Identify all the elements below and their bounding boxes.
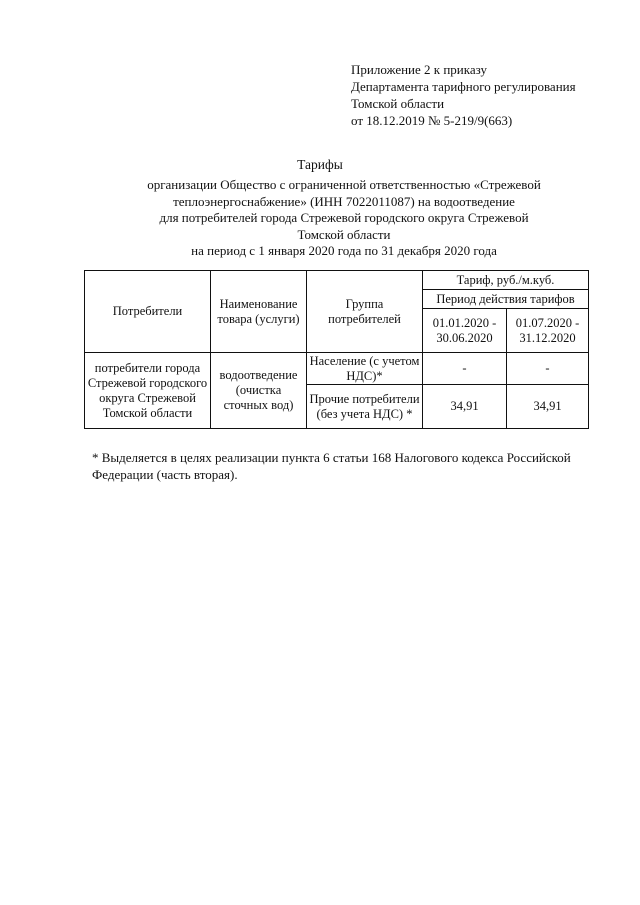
cell-group: Население (с учетом НДС)* [307,353,423,385]
cell-tariff-value: - [423,353,507,385]
cell-product: водоотведение (очистка сточных вод) [211,353,307,429]
cell-consumers: потребители города Стрежевой городского округа Стрежевой Томской области [85,353,211,429]
subtitle-line: для потребителей города Стрежевой городского округа Стрежевой [159,210,529,225]
header-group: Группа потребителей [307,271,423,353]
appendix-line: Приложение 2 к приказу [351,62,488,77]
subtitle-line: организации Общество с ограниченной ответственностью «Стрежевой [147,177,541,192]
subtitle-line: теплоэнергоснабжение» (ИНН 7022011087) на водоотведение [173,193,515,209]
header-tariff: Тариф, руб./м.куб. [423,271,589,290]
appendix-line: от 18.12.2019 № 5-219/9(663) [351,113,513,128]
table-row [85,353,589,385]
table-header-row [85,271,589,290]
header-period: Период действия тарифов [423,290,589,309]
document-subtitle [120,177,568,260]
cell-group: Прочие потребители (без учета НДС) * [307,385,423,429]
appendix-block [351,61,576,129]
cell-tariff-value: 34,91 [507,385,589,429]
cell-tariff-value: - [507,353,589,385]
subtitle-line: на период с 1 января 2020 года по 31 декабря 2020 года [191,243,497,258]
appendix-line: Томской области [351,96,445,111]
tariff-table [84,270,589,429]
header-product: Наименование товара (услуги) [211,271,307,353]
appendix-line: Департамента тарифного регулирования [351,79,576,94]
header-period-2: 01.07.2020 - 31.12.2020 [507,309,589,353]
subtitle-line: Томской области [297,226,391,242]
footnote [92,449,592,483]
document-title: Тарифы [297,157,343,172]
footnote-line: Федерации (часть вторая). [92,467,238,482]
header-consumers: Потребители [85,271,211,353]
header-period-1: 01.01.2020 - 30.06.2020 [423,309,507,353]
cell-tariff-value: 34,91 [423,385,507,429]
footnote-line: * Выделяется в целях реализации пункта 6 статьи 168 Налогового кодекса Российской [92,450,571,465]
